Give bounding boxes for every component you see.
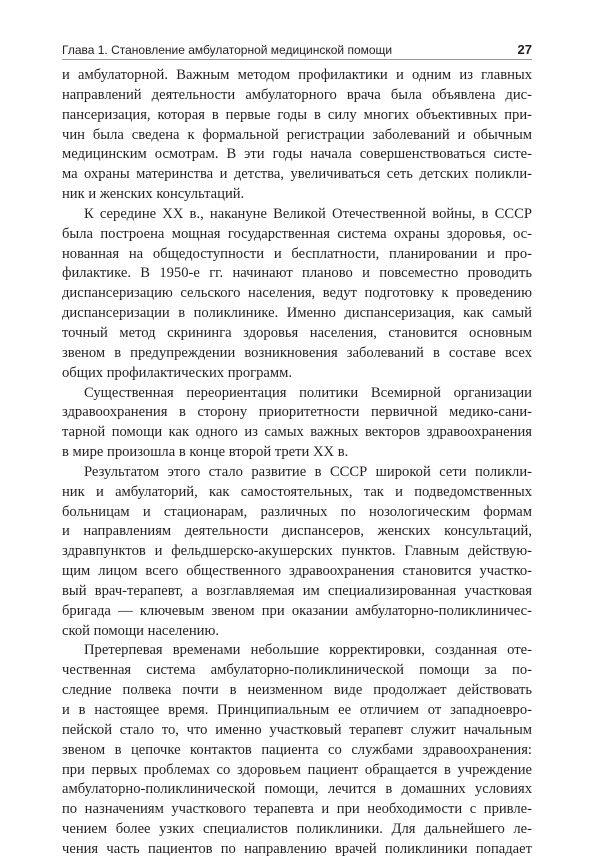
text-line: ник и женских консультаций.	[62, 186, 245, 203]
text-line: пейской стало то, что именно участковый терапевт служит начальным	[62, 721, 532, 738]
text-line: в мире произошла в конце второй трети XX в.	[62, 444, 349, 461]
text-line: Существенная переориентация политики Всемирной организации	[84, 384, 532, 401]
text-line: здравпунктов и фельдшерско-акушерских пунктов. Главным действую-	[62, 543, 532, 560]
text-line: и в настоящее время. Принципиальным ее отличием от западноевро-	[62, 702, 532, 718]
text-line: общих профилактических программ.	[62, 364, 293, 381]
text-line: диспансеризацию сельского населения, ведут подготовку к проведению	[62, 285, 532, 302]
text-line: Результатом этого стало развитие в СССР широкой сети поликли-	[84, 463, 532, 480]
text-line: диспансеризации в поликлинике. Именно диспансеризация, как самый	[62, 305, 532, 322]
text-line: чественная система амбулаторно-поликлинической помощи за по-	[62, 662, 532, 679]
text-line: точный метод скрининга здоровья населения, становится основным	[62, 324, 532, 341]
text-line: амбулаторно-поликлинической помощи, лечится в домашних условиях	[62, 781, 532, 798]
text-line: по назначениям участкового терапевта и при необходимости с привле-	[62, 801, 532, 818]
text-line: Претерпевая временами небольшие корректировки, созданная оте-	[84, 642, 532, 659]
running-header	[62, 38, 532, 60]
text-line: тарной помощи как одного из самых важных векторов здравоохранения	[62, 424, 532, 441]
text-line: чением более узких специалистов поликлиники. Для дальнейшего ле-	[62, 821, 532, 838]
text-line: пансеризация, которая в первые годы в силу многих объективных при-	[62, 106, 532, 123]
text-line: здравоохранения в сторону приоритетности первичной медико-сани-	[62, 404, 532, 421]
text-line: медицинским осмотрам. В эти годы начала совершенствоваться систе-	[62, 146, 532, 163]
text-line: направлений деятельности амбулаторного врача была объявлена дис-	[62, 86, 532, 103]
page-number: 27	[517, 42, 532, 57]
text-line: звеном в цепочке контактов пациента со службами здравоохранения:	[62, 741, 532, 758]
text-line: филактике. В 1950-е гг. начинают планово и повсеместно проводить	[62, 265, 532, 282]
text-line: чин была сведена к формальной регистрации заболеваний и обычным	[62, 126, 532, 143]
text-line: вый врач-терапевт, а возглавляемая им специализированная участковая	[62, 582, 532, 599]
text-line: при первых проблемах со здоровьем пациент обращается в учреждение	[62, 761, 532, 778]
text-line: чения часть пациентов по направлению врачей поликлиники попадает	[62, 840, 532, 857]
body-text	[62, 66, 532, 860]
text-line: была построена мощная государственная система охраны здоровья, ос-	[62, 225, 532, 242]
text-line: ской помощи населению.	[62, 622, 219, 639]
text-line: бригада — ключевым звеном при оказании амбулаторно-поликлиничес-	[62, 602, 532, 619]
text-line: нованная на общедоступности и бесплатности, планировании и про-	[62, 245, 532, 262]
text-line: К середине XX в., накануне Великой Отечественной войны, в СССР	[84, 205, 532, 222]
text-line: и направлениям деятельности диспансеров, женских консультаций,	[62, 523, 532, 540]
text-line: щим лицом всего общественного здравоохранения становится участко-	[62, 563, 532, 580]
text-line: следние полвека почти в неизменном виде продолжает действовать	[62, 682, 532, 699]
text-line: больницам и стационарам, различных по нозологическим формам	[62, 503, 532, 520]
chapter-title: Глава 1. Становление амбулаторной медицинской помощи	[62, 43, 393, 57]
text-line: ма охраны материнства и детства, увеличиваться сеть детских поликли-	[62, 166, 532, 183]
text-line: звеном в предупреждении возникновения заболеваний в составе всех	[62, 344, 532, 361]
text-line: ник и амбулаторий, как самостоятельных, так и подведомственных	[62, 483, 532, 500]
text-line: и амбулаторной. Важным методом профилактики и одним из главных	[62, 67, 532, 83]
